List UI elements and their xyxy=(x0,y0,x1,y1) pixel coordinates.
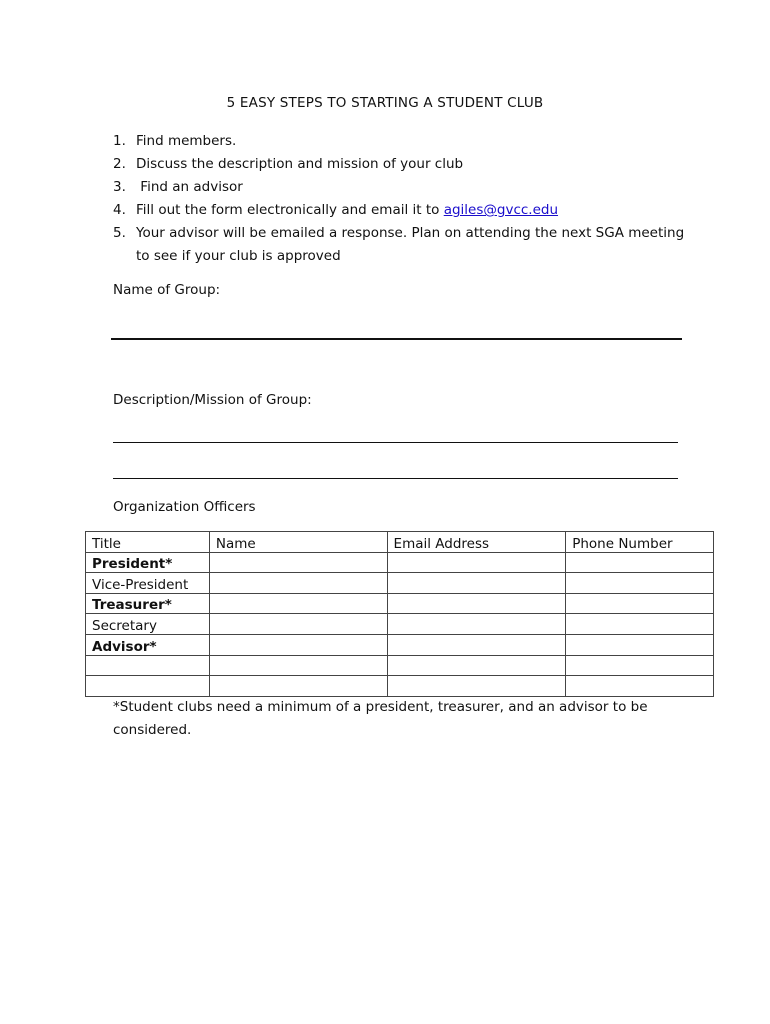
officer-title: Advisor* xyxy=(86,634,210,655)
officer-title: President* xyxy=(86,552,210,573)
step-text: Find an advisor xyxy=(136,179,243,195)
list-item xyxy=(113,176,693,199)
table-header-row xyxy=(86,532,714,553)
step-number: 4. xyxy=(113,202,126,218)
header-phone: Phone Number xyxy=(566,532,714,553)
group-name-label: Name of Group: xyxy=(113,282,221,298)
officer-title: Treasurer* xyxy=(86,593,210,614)
step-number: 5. xyxy=(113,225,126,241)
phone-cell[interactable] xyxy=(566,676,714,697)
officer-title-cell[interactable] xyxy=(86,655,210,676)
officers-label: Organization Officers xyxy=(113,499,256,515)
name-cell[interactable] xyxy=(209,676,387,697)
name-cell[interactable] xyxy=(209,593,387,614)
officer-title: Vice-President xyxy=(86,573,210,594)
step-number: 1. xyxy=(113,133,126,149)
description-line-2[interactable] xyxy=(113,478,678,479)
description-label: Description/Mission of Group: xyxy=(113,392,312,408)
list-item xyxy=(113,153,693,176)
officer-title: Secretary xyxy=(86,614,210,635)
email-cell[interactable] xyxy=(387,614,566,635)
email-cell[interactable] xyxy=(387,552,566,573)
requirements-note: *Student clubs need a minimum of a president, treasurer, and an advisor to be considered. xyxy=(113,699,648,738)
table-row xyxy=(86,593,714,614)
header-name: Name xyxy=(209,532,387,553)
table-row xyxy=(86,676,714,697)
email-cell[interactable] xyxy=(387,655,566,676)
name-cell[interactable] xyxy=(209,552,387,573)
steps-list xyxy=(113,130,693,268)
table-row xyxy=(86,614,714,635)
description-line-1[interactable] xyxy=(113,442,678,443)
step-text: Discuss the description and mission of your club xyxy=(136,156,464,172)
phone-cell[interactable] xyxy=(566,614,714,635)
list-item xyxy=(113,130,693,153)
email-link[interactable]: agiles@gvcc.edu xyxy=(443,202,559,218)
phone-cell[interactable] xyxy=(566,552,714,573)
list-item xyxy=(113,199,693,222)
email-cell[interactable] xyxy=(387,634,566,655)
step-number: 2. xyxy=(113,156,126,172)
step-text: Your advisor will be emailed a response. Plan on attending the next SGA meeting to see if your club is approved xyxy=(136,225,685,264)
header-email: Email Address xyxy=(387,532,566,553)
email-cell[interactable] xyxy=(387,593,566,614)
officers-table xyxy=(85,531,714,697)
name-cell[interactable] xyxy=(209,614,387,635)
list-item xyxy=(113,222,693,268)
name-cell[interactable] xyxy=(209,573,387,594)
table-row xyxy=(86,552,714,573)
step-text: Find members. xyxy=(136,133,237,149)
name-cell[interactable] xyxy=(209,655,387,676)
email-cell[interactable] xyxy=(387,676,566,697)
phone-cell[interactable] xyxy=(566,593,714,614)
name-cell[interactable] xyxy=(209,634,387,655)
phone-cell[interactable] xyxy=(566,634,714,655)
table-row xyxy=(86,634,714,655)
header-title: Title xyxy=(86,532,210,553)
group-name-line[interactable] xyxy=(111,338,682,340)
phone-cell[interactable] xyxy=(566,655,714,676)
step-number: 3. xyxy=(113,179,126,195)
phone-cell[interactable] xyxy=(566,573,714,594)
table-row xyxy=(86,655,714,676)
table-row xyxy=(86,573,714,594)
page-title: 5 EASY STEPS TO STARTING A STUDENT CLUB xyxy=(226,95,544,111)
email-cell[interactable] xyxy=(387,573,566,594)
officer-title-cell[interactable] xyxy=(86,676,210,697)
step-text: Fill out the form electronically and email it to xyxy=(136,202,444,218)
